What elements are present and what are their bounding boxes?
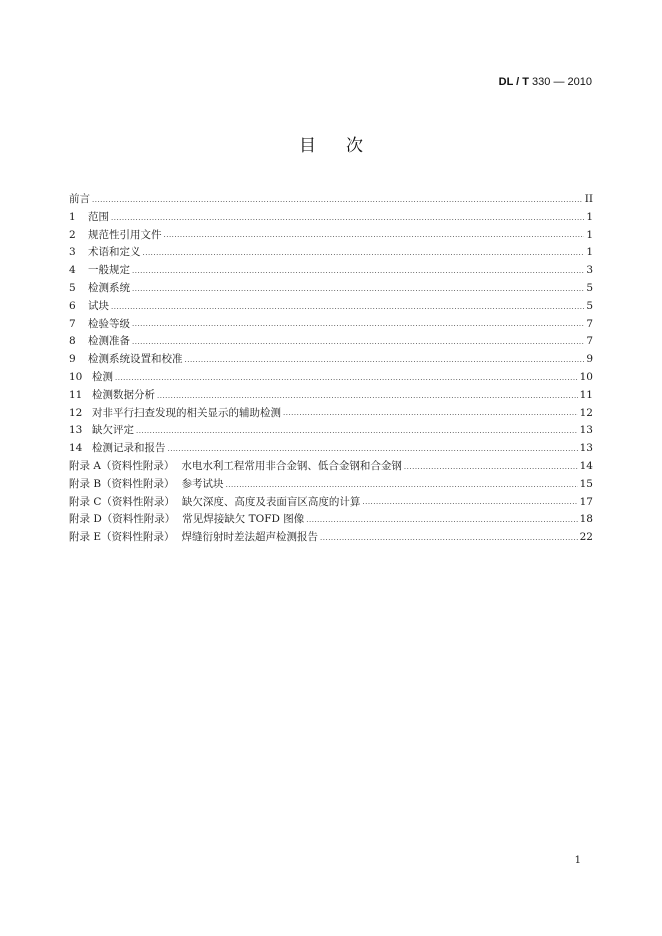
toc-entry[interactable]: [69, 405, 593, 423]
toc-entry[interactable]: [69, 511, 593, 529]
toc-leader-dots: [283, 410, 578, 420]
toc-entry-label: 范围: [88, 210, 109, 223]
toc-entry-number: 7: [69, 317, 76, 330]
toc-leader-dots: [111, 304, 584, 314]
toc-entry-number: 5: [69, 281, 76, 294]
toc-entry-page: 10: [579, 370, 593, 383]
toc-leader-dots: [362, 499, 577, 509]
toc-entry-page: 18: [579, 513, 593, 526]
toc-entry-number: 附录 E（资料性附录）: [69, 531, 175, 544]
toc-entry[interactable]: [69, 387, 593, 405]
toc-entry-number: 9: [69, 353, 76, 366]
toc-entry-page: 1: [586, 246, 593, 259]
toc-entry-page: 14: [579, 459, 593, 472]
toc-leader-dots: [132, 268, 584, 278]
toc-entry[interactable]: [69, 316, 593, 334]
toc-entry-page: 1: [586, 228, 593, 241]
toc-entry-label: 缺欠评定: [92, 424, 134, 437]
toc-entry[interactable]: [69, 494, 593, 512]
toc-entry-page: 13: [579, 424, 593, 437]
toc-leader-dots: [185, 357, 585, 367]
toc-entry-label: 水电水利工程常用非合金钢、低合金钢和合金钢: [181, 459, 402, 472]
toc-entry-page: 22: [579, 531, 593, 544]
toc-entry[interactable]: [69, 529, 593, 547]
toc-leader-dots: [226, 482, 578, 492]
toc-entry-number: 附录 D（资料性附录）: [69, 513, 176, 526]
toc-entry-number: 11: [69, 388, 83, 401]
toc-leader-dots: [132, 321, 584, 331]
toc-leader-dots: [157, 393, 578, 403]
toc-entry[interactable]: [69, 422, 593, 440]
toc-entry-page: II: [584, 193, 593, 205]
toc-entry-page: 12: [579, 406, 593, 419]
toc-entry-number: 12: [69, 406, 83, 419]
toc-leader-dots: [164, 232, 585, 242]
toc-entry-page: 1: [586, 210, 593, 223]
toc-entry-label: 检测系统: [88, 281, 130, 294]
toc-entry[interactable]: [69, 333, 593, 351]
toc-entry[interactable]: [69, 209, 593, 227]
toc-entry-number: 13: [69, 424, 83, 437]
toc-leader-dots: [136, 428, 578, 438]
toc-entry-label: 检测记录和报告: [92, 442, 166, 455]
toc-entry[interactable]: [69, 458, 593, 476]
toc-entry-page: 7: [586, 335, 593, 348]
toc-entry-label: 检测准备: [88, 335, 130, 348]
toc-entry[interactable]: [69, 351, 593, 369]
toc-leader-dots: [168, 446, 578, 456]
toc-entry-label: 参考试块: [181, 477, 224, 490]
toc-entry-label: 检验等级: [88, 317, 130, 330]
toc-entry[interactable]: [69, 476, 593, 494]
toc-leader-dots: [92, 197, 583, 207]
toc-entry-number: 3: [69, 246, 76, 259]
toc-entry-label: 焊缝衍射时差法超声检测报告: [181, 531, 319, 544]
standard-code-number: 330 — 2010: [529, 76, 592, 88]
toc-entry-label: 检测数据分析: [92, 388, 155, 401]
toc-entry[interactable]: [69, 191, 593, 209]
toc-entry-label: 常见焊接缺欠 TOFD 图像: [182, 513, 305, 526]
page-title: 目次: [299, 136, 393, 156]
toc-entry[interactable]: [69, 244, 593, 262]
toc-entry-label: 检测系统设置和校准: [88, 353, 183, 366]
toc-entry-page: 17: [579, 495, 593, 508]
toc-entry-page: 13: [579, 442, 593, 455]
toc-entry-number: 4: [69, 264, 76, 277]
toc-entry-number: 1: [69, 210, 76, 223]
standard-code-prefix: DL / T: [498, 76, 529, 88]
toc-entry-label: 前言: [69, 193, 90, 205]
toc-entry[interactable]: [69, 227, 593, 245]
toc-leader-dots: [111, 215, 584, 225]
toc-entry-page: 7: [586, 317, 593, 330]
toc-entry-number: 8: [69, 335, 76, 348]
toc-entry[interactable]: [69, 280, 593, 298]
toc-entry-page: 3: [586, 264, 593, 277]
toc-entry[interactable]: [69, 369, 593, 387]
page-number: 1: [574, 855, 581, 866]
toc-entry-number: 10: [69, 370, 83, 383]
toc-leader-dots: [320, 535, 578, 545]
toc-entry-page: 11: [579, 388, 593, 401]
toc-leader-dots: [143, 250, 585, 260]
toc-entry[interactable]: [69, 298, 593, 316]
table-of-contents: [69, 191, 593, 547]
toc-entry-label: 对非平行扫查发现的相关显示的辅助检测: [92, 406, 281, 419]
toc-entry-label: 试块: [88, 299, 109, 312]
toc-entry-page: 5: [586, 281, 593, 294]
toc-entry-page: 9: [586, 353, 593, 366]
toc-entry[interactable]: [69, 262, 593, 280]
toc-leader-dots: [132, 339, 584, 349]
toc-entry[interactable]: [69, 440, 593, 458]
toc-entry-label: 规范性引用文件: [88, 228, 162, 241]
toc-leader-dots: [404, 464, 578, 474]
toc-entry-label: 术语和定义: [88, 246, 141, 259]
toc-leader-dots: [132, 286, 584, 296]
standard-code: [499, 76, 592, 88]
toc-entry-page: 5: [586, 299, 593, 312]
toc-entry-label: 检测: [92, 370, 113, 383]
toc-entry-number: 附录 C（资料性附录）: [69, 495, 175, 508]
toc-entry-number: 14: [69, 442, 83, 455]
toc-leader-dots: [115, 375, 578, 385]
toc-entry-number: 附录 A（资料性附录）: [69, 459, 175, 472]
toc-entry-number: 附录 B（资料性附录）: [69, 477, 175, 490]
toc-entry-label: 缺欠深度、高度及表面盲区高度的计算: [181, 495, 361, 508]
toc-entry-label: 一般规定: [88, 264, 130, 277]
toc-entry-number: 6: [69, 299, 76, 312]
toc-entry-number: 2: [69, 228, 76, 241]
toc-leader-dots: [306, 517, 577, 527]
toc-entry-page: 15: [579, 477, 593, 490]
